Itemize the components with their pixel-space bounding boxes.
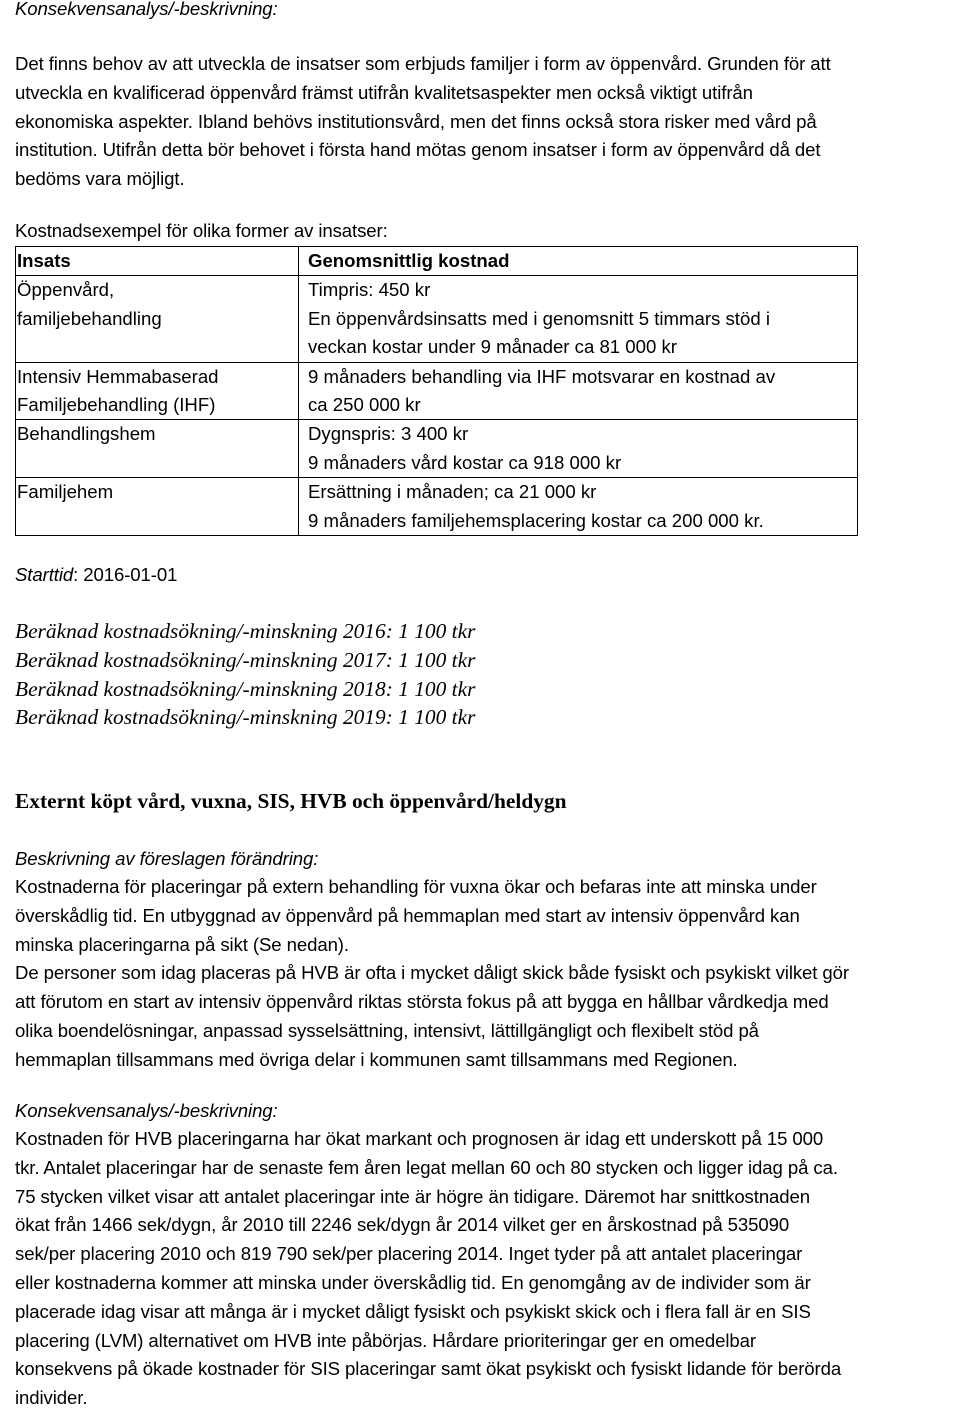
cell-line: 9 månaders familjehemsplacering kostar ca 200 000 kr.: [308, 509, 764, 531]
cell-line: Dygnspris: 3 400 kr: [308, 423, 469, 445]
table-header-row: [16, 247, 858, 276]
cell-line: ca 250 000 kr: [308, 394, 421, 416]
start-date: [15, 561, 955, 590]
table-caption: Kostnadsexempel för olika former av insatser:: [15, 220, 388, 241]
cell-line: En öppenvårdsinsatts med i genomsnitt 5 timmars stöd i: [308, 307, 770, 329]
table-row: [16, 276, 858, 362]
paragraph-line: Det finns behov av att utveckla de insatser som erbjuds familjer i form av öppenvård. Grunden för att: [15, 53, 831, 74]
cost-calculations: [15, 617, 955, 732]
paragraph-line: olika boendelösningar, anpassad sysselsättning, intensivt, lättillgängligt och flexibelt stöd på: [15, 1019, 759, 1041]
paragraph-line: hemmaplan tillsammans med övriga delar i kommunen samt tillsammans med Regionen.: [15, 1048, 738, 1070]
paragraph-line: ekonomiska aspekter. Ibland behövs institutionsvård, men det finns också stora risker med vård på: [15, 110, 817, 132]
paragraph-line: De personer som idag placeras på HVB är ofta i mycket dåligt skick både fysiskt och psykiskt vilket gör: [15, 962, 850, 984]
table-row: [16, 478, 858, 536]
paragraph-line: placerade idag visar att många är i mycket dåligt fysiskt och psykiskt skick och i flera fall är en SIS: [15, 1300, 811, 1322]
kostnad-cell: [299, 420, 858, 478]
column-header-kostnad: Genomsnittlig kostnad: [299, 247, 858, 276]
paragraph-line: Kostnaderna för placeringar på extern behandling för vuxna ökar och befaras inte att minska under: [15, 876, 817, 897]
section-title: Externt köpt vård, vuxna, SIS, HVB och öppenvård/heldygn: [15, 789, 567, 813]
cell-line: familjebehandling: [17, 307, 162, 329]
cell-line: Behandlingshem: [17, 423, 156, 445]
cell-line: Intensiv Hemmabaserad: [17, 365, 219, 387]
column-header-insats: Insats: [16, 247, 299, 276]
calculation-line: Beräknad kostnadsökning/-minskning 2018: 1 100 tkr: [15, 676, 476, 701]
paragraph-line: ökat från 1466 sek/dygn, år 2010 till 2246 sek/dygn år 2014 vilket ger en årskostnad på 535090: [15, 1214, 790, 1236]
paragraph-line: sek/per placering 2010 och 819 790 sek/per placering 2014. Inget tyder på att antalet placeringar: [15, 1243, 803, 1265]
description-heading: Beskrivning av föreslagen förändring:: [15, 848, 319, 869]
paragraph-line: minska placeringarna på sikt (Se nedan).: [15, 933, 349, 955]
consequence-heading-1: Konsekvensanalys/-beskrivning:: [15, 0, 278, 19]
cell-line: 9 månaders vård kostar ca 918 000 kr: [308, 451, 622, 473]
start-value: : 2016-01-01: [73, 564, 178, 585]
consequence-heading-2: Konsekvensanalys/-beskrivning:: [15, 1100, 278, 1121]
kostnad-cell: [299, 276, 858, 362]
paragraph-line: bedöms vara möjligt.: [15, 168, 185, 190]
cell-line: veckan kostar under 9 månader ca 81 000 kr: [308, 336, 677, 358]
calculation-line: Beräknad kostnadsökning/-minskning 2016: 1 100 tkr: [15, 619, 476, 643]
cell-line: Familjebehandling (IHF): [17, 394, 216, 416]
paragraph-line: institution. Utifrån detta bör behovet i första hand mötas genom insatser i form av öppenvård då det: [15, 139, 821, 161]
insats-cell: [16, 362, 299, 420]
consequence-paragraph-2: [15, 1125, 955, 1413]
description-paragraph: [15, 873, 955, 1075]
paragraph-line: eller kostnaderna kommer att minska under överskådlig tid. En genomgång av de individer som är: [15, 1271, 811, 1293]
consequence-paragraph-1: [15, 50, 955, 194]
paragraph-line: konsekvens på ökade kostnader för SIS placeringar samt ökat psykiskt och fysiskt lidande för berörda: [15, 1358, 842, 1380]
calculation-line: Beräknad kostnadsökning/-minskning 2019: 1 100 tkr: [15, 705, 476, 730]
insats-cell: [16, 420, 299, 478]
paragraph-line: tkr. Antalet placeringar har de senaste fem åren legat mellan 60 och 80 stycken och ligger idag på ca.: [15, 1156, 838, 1178]
insats-cell: [16, 478, 299, 536]
paragraph-line: att förutom en start av intensiv öppenvård riktas största fokus på att bygga en hållbar vårdkedja med: [15, 991, 829, 1013]
paragraph-line: individer.: [15, 1387, 88, 1409]
calculation-line: Beräknad kostnadsökning/-minskning 2017: 1 100 tkr: [15, 647, 476, 672]
paragraph-line: överskådlig tid. En utbyggnad av öppenvård på hemmaplan med start av intensiv öppenvård kan: [15, 904, 800, 926]
cell-line: Familjehem: [17, 481, 114, 503]
paragraph-line: placering (LVM) alternativet om HVB inte påbörjas. Hårdare prioriteringar ger en omedelbar: [15, 1329, 756, 1351]
cost-example-table: [15, 246, 858, 536]
cell-line: Timpris: 450 kr: [308, 279, 431, 301]
start-label: Starttid: [15, 564, 74, 585]
paragraph-line: Kostnaden för HVB placeringarna har ökat markant och prognosen är idag ett underskott på 15 000: [15, 1128, 824, 1149]
kostnad-cell: [299, 478, 858, 536]
cell-line: Ersättning i månaden; ca 21 000 kr: [308, 481, 597, 503]
paragraph-line: 75 stycken vilket visar att antalet placeringar inte är högre än tidigare. Däremot har snittkostnaden: [15, 1185, 811, 1207]
table-row: [16, 420, 858, 478]
insats-cell: [16, 276, 299, 362]
cell-line: 9 månaders behandling via IHF motsvarar en kostnad av: [308, 365, 776, 387]
paragraph-line: utveckla en kvalificerad öppenvård främst utifrån kvalitetsaspekter men också viktigt utifrån: [15, 81, 753, 103]
cell-line: Öppenvård,: [17, 279, 115, 301]
table-row: [16, 362, 858, 420]
kostnad-cell: [299, 362, 858, 420]
